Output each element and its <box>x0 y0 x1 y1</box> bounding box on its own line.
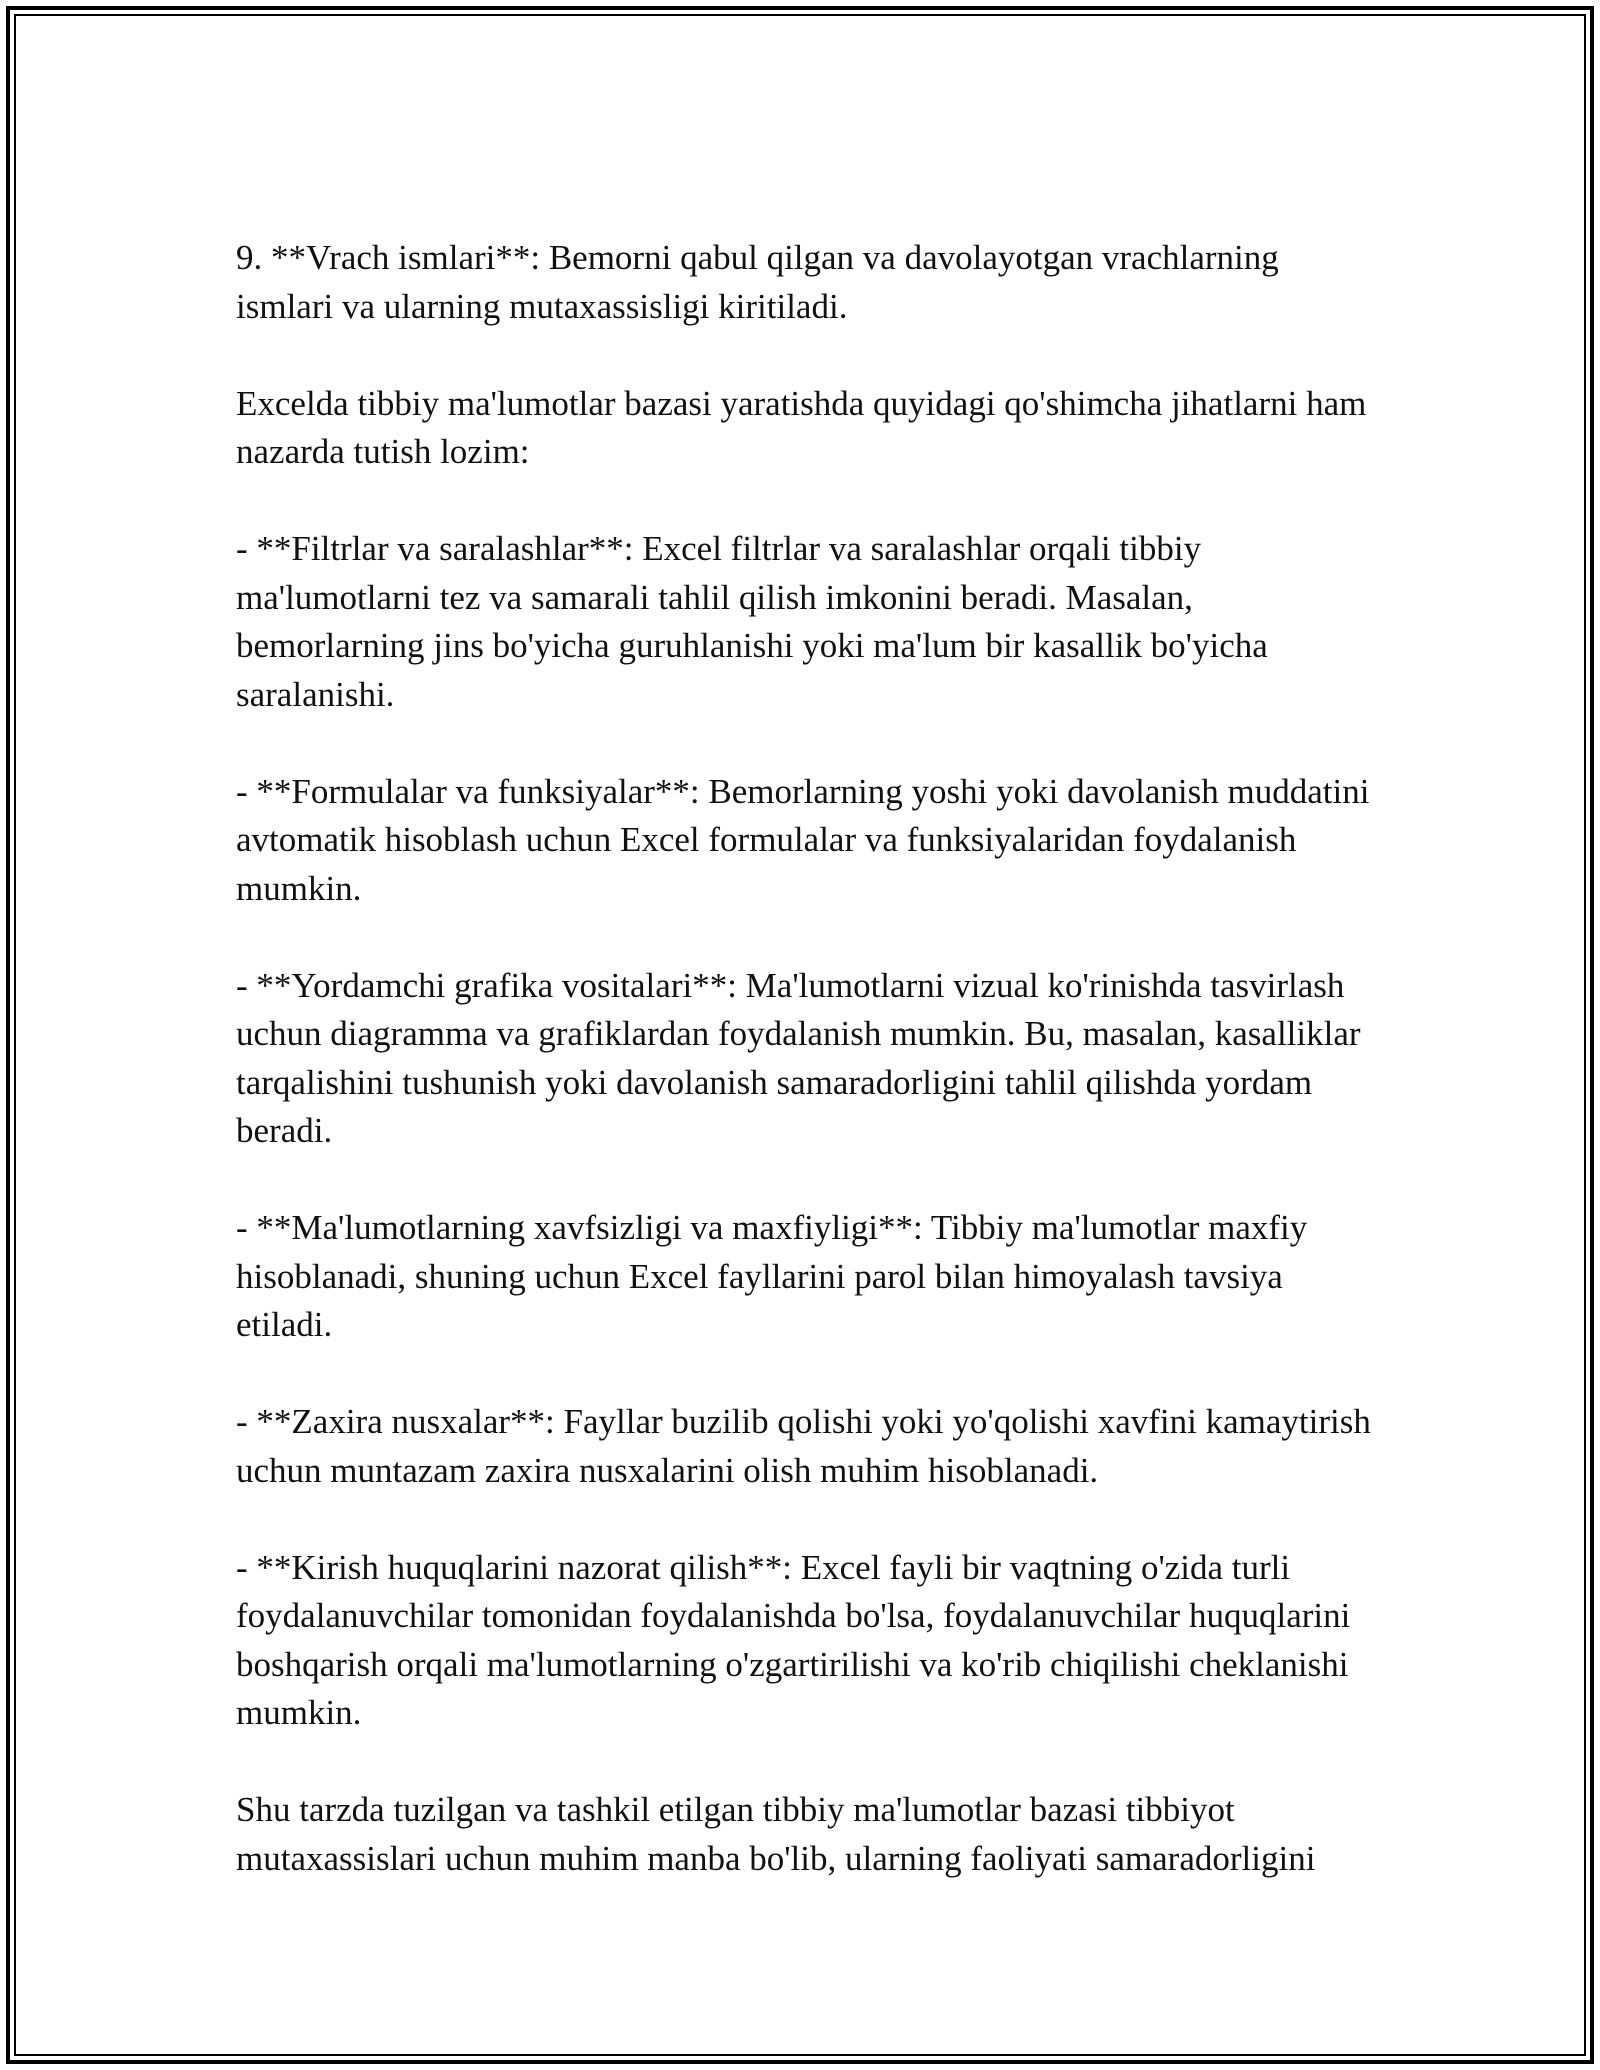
paragraph-formulalar: - **Formulalar va funksiyalar**: Bemorlarning yoshi yoki davolanish muddatini avtomatik hisoblash uchun Excel formulalar va funksiyalaridan foydalanish mumkin. <box>236 771 1370 908</box>
paragraph-xulosa: Shu tarzda tuzilgan va tashkil etilgan tibbiy ma'lumotlar bazasi tibbiyot mutaxassislari uchun muhim manba bo'lib, ularning faoliyati samaradorligini <box>236 1790 1316 1878</box>
paragraph-xavfsizlik: - **Ma'lumotlarning xavfsizligi va maxfiyligi**: Tibbiy ma'lumotlar maxfiy hisoblanadi, shuning uchun Excel fayllarini parol bilan himoyalash tavsiya etiladi. <box>236 1208 1308 1344</box>
document-body <box>236 234 1376 1932</box>
paragraph-intro-jihatlar: Excelda tibbiy ma'lumotlar bazasi yaratishda quyidagi qo'shimcha jihatlarni ham nazarda tutish lozim: <box>236 383 1367 471</box>
paragraph-grafika: - **Yordamchi grafika vositalari**: Ma'lumotlarni vizual ko'rinishda tasvirlash uchun diagramma va grafiklardan foydalanish mumkin. Bu, masalan, kasalliklar tarqalishini tushunish yoki davolanish samaradorligini tahlil qilishda yordam beradi. <box>236 965 1361 1150</box>
paragraph-vrach-ismlari: 9. **Vrach ismlari**: Bemorni qabul qilgan va davolayotgan vrachlarning ismlari va ularning mutaxassisligi kiritiladi. <box>236 238 1279 326</box>
paragraph-kirish-huquqlari: - **Kirish huquqlarini nazorat qilish**: Excel fayli bir vaqtning o'zida turli foydalanuvchilar tomonidan foydalanishda bo'lsa, foydalanuvchilar huquqlarini boshqarish orqali ma'lumotlarning o'zgartirilishi va ko'rib chiqilishi cheklanishi mumkin. <box>236 1547 1351 1732</box>
paragraph-zaxira: - **Zaxira nusxalar**: Fayllar buzilib qolishi yoki yo'qolishi xavfini kamaytirish uchun muntazam zaxira nusxalarini olish muhim hisoblanadi. <box>236 1402 1371 1490</box>
paragraph-filtrlar: - **Filtrlar va saralashlar**: Excel filtrlar va saralashlar orqali tibbiy ma'lumotlarni tez va samarali tahlil qilish imkonini beradi. Masalan, bemorlarning jins bo'yicha guruhlanishi yoki ma'lum bir kasallik bo'yicha saralanishi. <box>236 529 1268 714</box>
